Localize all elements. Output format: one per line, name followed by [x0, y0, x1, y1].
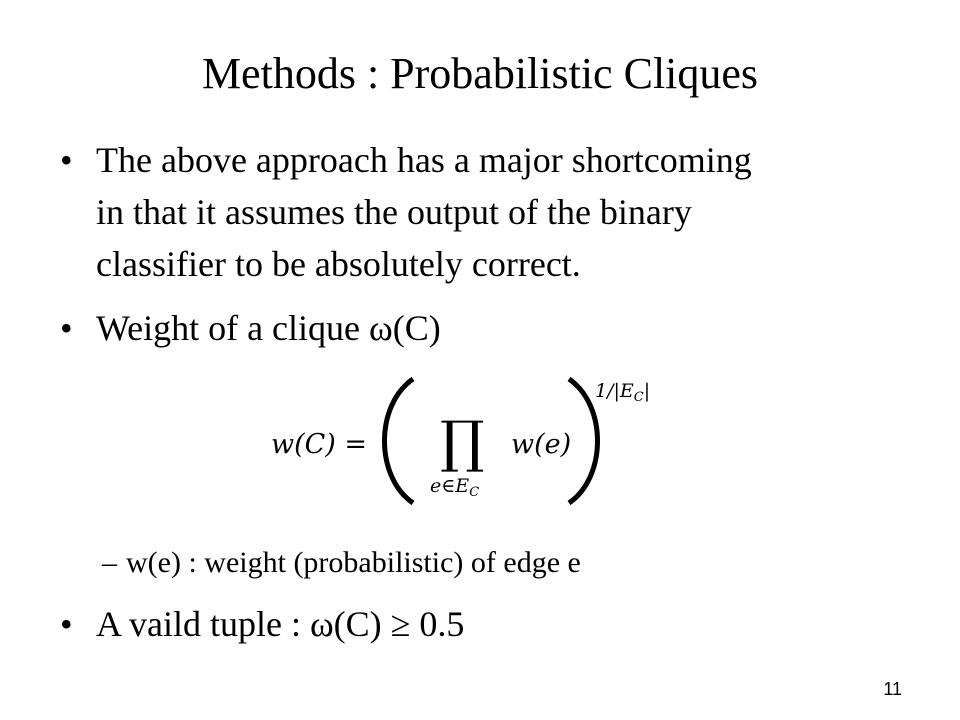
bullet-line: The above approach has a major shortcoming: [96, 140, 752, 180]
page-number: 11: [883, 679, 902, 699]
product-symbol: ∏: [440, 410, 485, 475]
bullet-line: in that it assumes the output of the binary: [96, 192, 692, 232]
formula-exponent: [595, 380, 650, 405]
formula-exponent-base: 1/|E: [595, 380, 634, 402]
bullet-text: [96, 134, 752, 290]
bullet-text: A vaild tuple : ω(C) ≥ 0.5: [96, 604, 465, 644]
clique-weight-formula: [265, 365, 685, 515]
left-paren: [385, 379, 414, 503]
bullet-marker: •: [60, 604, 73, 644]
sub-bullet: [102, 541, 581, 585]
bullet-line: classifier to be absolutely correct.: [96, 244, 581, 284]
formula-exponent-close: |: [643, 380, 651, 402]
bullet-text: Weight of a clique ω(C): [96, 308, 441, 348]
formula-lhs: w(C) =: [271, 429, 368, 460]
formula-exponent-index: C: [633, 390, 644, 405]
bullet-marker: •: [60, 140, 73, 180]
right-paren: [569, 379, 598, 503]
formula-subscript-index: C: [469, 485, 480, 500]
formula-term: w(e): [511, 429, 572, 460]
slide-title: Methods : Probabilistic Cliques: [201, 49, 759, 98]
formula-subscript-base: e∈E: [430, 475, 470, 497]
sub-bullet-marker: –: [102, 546, 117, 579]
formula-subscript: [430, 475, 479, 500]
sub-bullet-text: w(e) : weight (probabilistic) of edge e: [126, 546, 581, 579]
bullet-marker: •: [60, 308, 73, 348]
